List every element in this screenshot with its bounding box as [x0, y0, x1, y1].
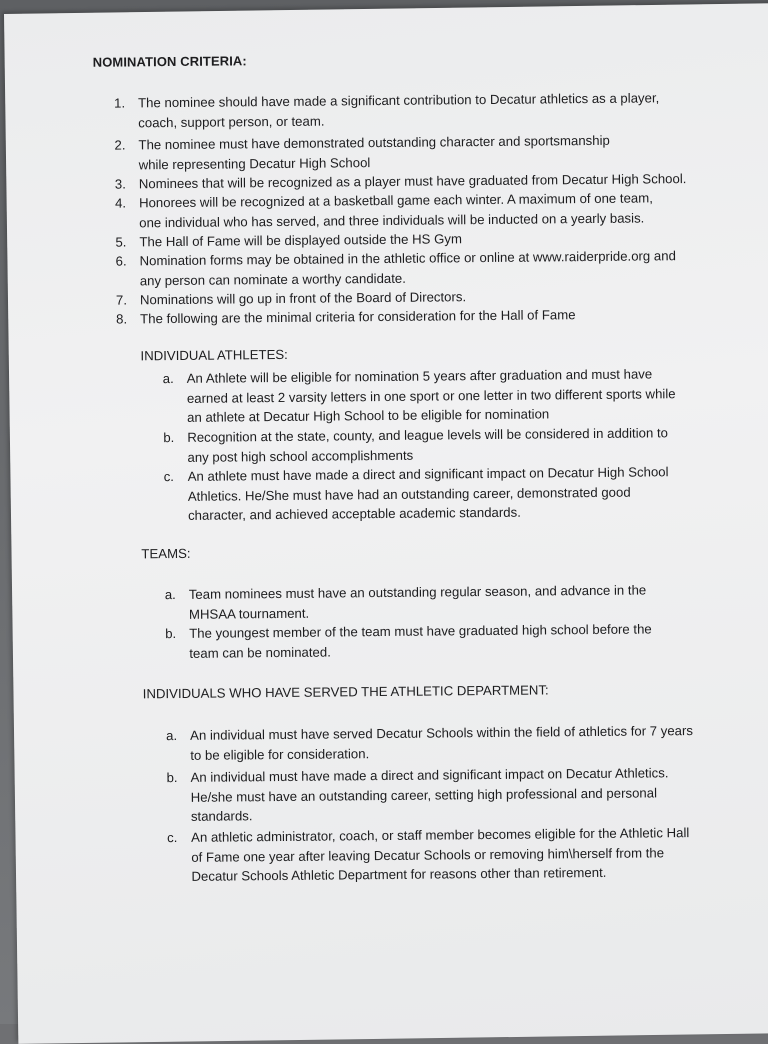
- served-text: An individual must have made a direct and significant impact on Decatur Athletics. He/she must have an outstanding career, setting high professional and personal standards.: [190, 765, 669, 824]
- athlete-letter: a.: [162, 371, 174, 387]
- teams-title: TEAMS:: [141, 545, 191, 562]
- criteria-number: 2.: [114, 137, 126, 153]
- criteria-number: 8.: [116, 311, 128, 327]
- athlete-letter: b.: [163, 430, 175, 446]
- served-letter: a.: [166, 727, 178, 744]
- nomination-criteria-heading: NOMINATION CRITERIA:: [92, 53, 247, 70]
- criteria-number: 6.: [115, 253, 127, 269]
- criteria-text: The following are the minimal criteria for consideration for the Hall of Fame: [140, 307, 576, 327]
- athlete-text: An Athlete will be eligible for nomination 5 years after graduation and must have earned at least 2 varsity letters in one sport or one letter in two different sports while an athlete at Decatur High School to be eligible for nomination: [186, 366, 676, 425]
- criteria-text: Nomination forms may be obtained in the athletic office or online at www.raiderpride.org and any person can nominate a worthy candidate.: [139, 248, 676, 288]
- criteria-number: 5.: [115, 234, 127, 250]
- served-letter: b.: [166, 769, 178, 786]
- team-item-a: [164, 580, 695, 622]
- served-text: An athletic administrator, coach, or staff member becomes eligible for the Athletic Hall of Fame one year after leaving Decatur Schools or removing him\herself from the Decatur Schools Athletic Department for reasons other than retirement.: [191, 825, 690, 884]
- team-text: The youngest member of the team must have graduated high school before the team can be nominated.: [189, 621, 652, 661]
- criteria-number: 7.: [115, 292, 128, 308]
- individual-athletes-title: INDIVIDUAL ATHLETES:: [140, 346, 288, 364]
- team-text: Team nominees must have an outstanding regular season, and advance in the MHSAA tournament.: [188, 582, 647, 622]
- criteria-text: Nominations will go up in front of the Board of Directors.: [139, 289, 467, 308]
- athlete-text: An athlete must have made a direct and significant impact on Decatur High School Athletics. He/She must have had an outstanding career, demonstrated good character, and achieved acceptable academic standards.: [187, 464, 669, 523]
- athlete-letter: c.: [163, 469, 174, 485]
- team-letter: a.: [164, 587, 176, 603]
- criteria-number: 3.: [114, 176, 126, 192]
- served-letter: c.: [167, 829, 178, 846]
- served-item-a: [166, 721, 696, 763]
- criteria-text: The Hall of Fame will be displayed outside the HS Gym: [139, 231, 462, 250]
- criteria-number: 1.: [113, 95, 126, 111]
- criteria-number: 4.: [114, 195, 127, 211]
- criteria-text: Nominees that will be recognized as a player must have graduated from Decatur High School.: [138, 171, 687, 192]
- criteria-text: Honorees will be recognized at a basketball game each winter. A maximum of one team, one individual who has served, and three individuals will be inducted on a yearly basis.: [138, 190, 653, 230]
- criteria-text: The nominee must have demonstrated outstanding character and sportsmanship while representing Decatur High School: [138, 132, 610, 172]
- individuals-served-title: INDIVIDUALS WHO HAVE SERVED THE ATHLETIC DEPARTMENT:: [142, 682, 549, 702]
- athlete-item-a: [162, 364, 693, 425]
- athlete-text: Recognition at the state, county, and league levels will be considered in addition to any post high school accomplishments: [187, 425, 669, 465]
- criteria-text: The nominee should have made a significant contribution to Decatur athletics as a player, coach, support person, or team.: [137, 90, 660, 130]
- served-text: An individual must have served Decatur Schools within the field of athletics for 7 years to be eligible for consideration.: [190, 723, 694, 763]
- criteria-item-1: [113, 88, 684, 130]
- team-letter: b.: [165, 626, 177, 642]
